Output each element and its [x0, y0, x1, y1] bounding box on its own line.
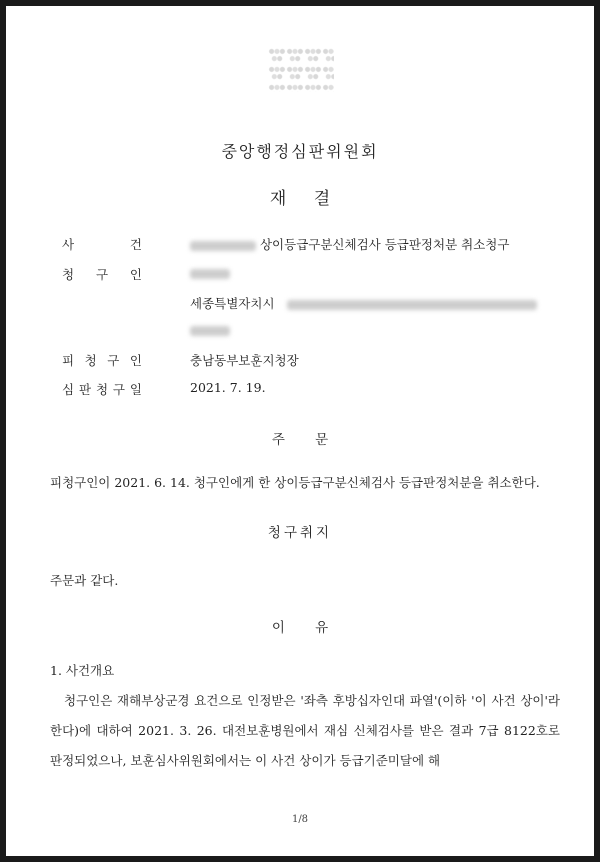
- reason-item-1: 1. 사건개요: [50, 663, 115, 678]
- filing-date-label: 심 판 청 구 일: [62, 382, 142, 397]
- claim-text: 주문과 같다.: [50, 573, 119, 588]
- reason-paragraph: 청구인은 재해부상군경 요건으로 인정받은 '좌측 후방십자인대 파열'(이하 '이 사건 상이'라 한다)에 대하여 2021. 3. 26. 대전보훈병원에서 재심 신체검사를 받은 결과 7급 8122호로 판정되었으나, 보훈심사위원회에서는 이 사건 상이가 등급기준미달에 해: [50, 693, 560, 768]
- watermark-stamp: [268, 46, 334, 92]
- order-text: 피청구인이 2021. 6. 14. 청구인에게 한 상이등급구분신체검사 등급판정처분을 취소한다.: [50, 475, 540, 490]
- respondent-value: 충남동부보훈지청장: [190, 353, 299, 368]
- order-heading: 주 문: [271, 432, 329, 448]
- case-value: 상이등급구분신체검사 등급판정처분 취소청구: [190, 235, 509, 253]
- respondent-label: 피 청 구 인: [62, 353, 142, 368]
- claimant-address: 세종특별자치시: [190, 294, 537, 312]
- claim-heading: 청구취지: [267, 525, 333, 541]
- redacted-claimant-name: [190, 269, 230, 279]
- redacted-address-2: [190, 326, 230, 336]
- claimant-label: 청 구 인: [62, 267, 142, 282]
- case-label: 사 건: [62, 237, 142, 252]
- reason-heading: 이 유: [271, 620, 329, 636]
- redacted-case-number: [190, 241, 256, 251]
- page-number: 1/8: [291, 814, 309, 825]
- document-subtitle: 재 결: [269, 189, 331, 209]
- document-title: 중앙행정심판위원회: [221, 142, 379, 161]
- redacted-address: [287, 300, 537, 310]
- filing-date-value: 2021. 7. 19.: [190, 380, 266, 395]
- claimant-name: [190, 265, 230, 280]
- document-page: [6, 6, 594, 856]
